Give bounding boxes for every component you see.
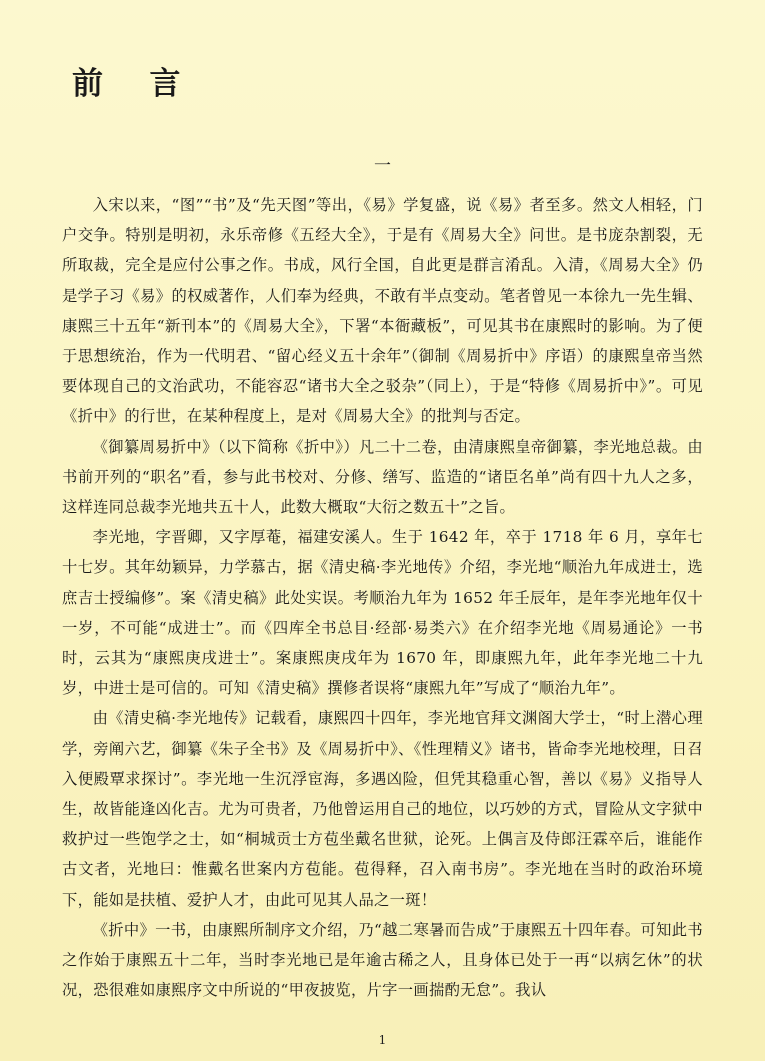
body-text — [62, 190, 703, 1005]
paragraph: 李光地，字晋卿，又字厚菴，福建安溪人。生于 1642 年，卒于 1718 年 6 月，享年七十七岁。其年幼颖异，力学慕古，据《清史稿·李光地传》介绍，李光地“顺治九年成进士，选庶吉士授编修”。案《清史稿》此处实误。考顺治九年为 1652 年壬辰年，是年李光地年仅十一岁，不可能“成进士”。而《四库全书总目·经部·易类六》在介绍李光地《周易通论》一书时，云其为“康熙庚戌进士”。案康熙庚戌年为 1670 年，即康熙九年，此年李光地二十九岁，中进士是可信的。可知《清史稿》撰修者误将“康熙九年”写成了“顺治九年”。 — [62, 528, 703, 698]
paragraph: 由《清史稿·李光地传》记载看，康熙四十四年，李光地官拜文渊阁大学士，“时上潜心理学，旁阐六艺，御纂《朱子全书》及《周易折中》、《性理精义》诸书，皆命李光地校理，日召入便殿覃求探讨”。李光地一生沉浮宦海，多遇凶险，但凭其稳重心智，善以《易》义指导人生，故皆能逢凶化吉。尤为可贵者，乃他曾运用自己的地位，以巧妙的方式，冒险从文字狱中救护过一些饱学之士，如“桐城贡士方苞坐戴名世狱，论死。上偶言及侍郎汪霖卒后，谁能作古文者，光地曰：惟戴名世案内方苞能。苞得释，召入南书房”。李光地在当时的政治环境下，能如是扶植、爱护人才，由此可见其人品之一斑！ — [62, 709, 703, 909]
page-title-part1: 前 — [72, 66, 106, 102]
paragraph: 《折中》一书，由康熙所制序文介绍，乃“越二寒暑而告成”于康熙五十四年春。可知此书之作始于康熙五十二年，当时李光地已是年逾古稀之人，且身体已处于一再“以病乞休”的状况，恐很难如康熙序文中所说的“甲夜披览，片字一画揣酌无怠”。我认 — [62, 920, 703, 1000]
paragraph: 入宋以来，“图”“书”及“先天图”等出，《易》学复盛，说《易》者至多。然文人相轻，门户交争。特别是明初，永乐帝修《五经大全》，于是有《周易大全》问世。是书庞杂割裂，无所取裁，完全是应付公事之作。书成，风行全国，自此更是群言淆乱。入清，《周易大全》仍是学子习《易》的权威著作，人们奉为经典，不敢有半点变动。笔者曾见一本徐九一先生辑、康熙三十五年“新刊本”的《周易大全》，下署“本衙藏板”，可见其书在康熙时的影响。为了便于思想统治，作为一代明君、“留心经义五十余年”（御制《周易折中》序语）的康熙皇帝当然要体现自己的文治武功，不能容忍“诸书大全之驳杂”（同上），于是“特修《周易折中》”。可见《折中》的行世，在某种程度上，是对《周易大全》的批判与否定。 — [62, 196, 703, 426]
page-number: 1 — [378, 1033, 387, 1047]
page-title-part2: 言 — [149, 66, 183, 102]
paragraph: 《御纂周易折中》（以下简称《折中》）凡二十二卷，由清康熙皇帝御纂，李光地总裁。由书前开列的“职名”看，参与此书校对、分修、缮写、监造的“诸臣名单”尚有四十九人之多，这样连同总裁李光地共五十人，此数大概取“大衍之数五十”之旨。 — [62, 437, 703, 517]
page-title — [72, 58, 703, 103]
section-mark: 一 — [374, 156, 391, 176]
